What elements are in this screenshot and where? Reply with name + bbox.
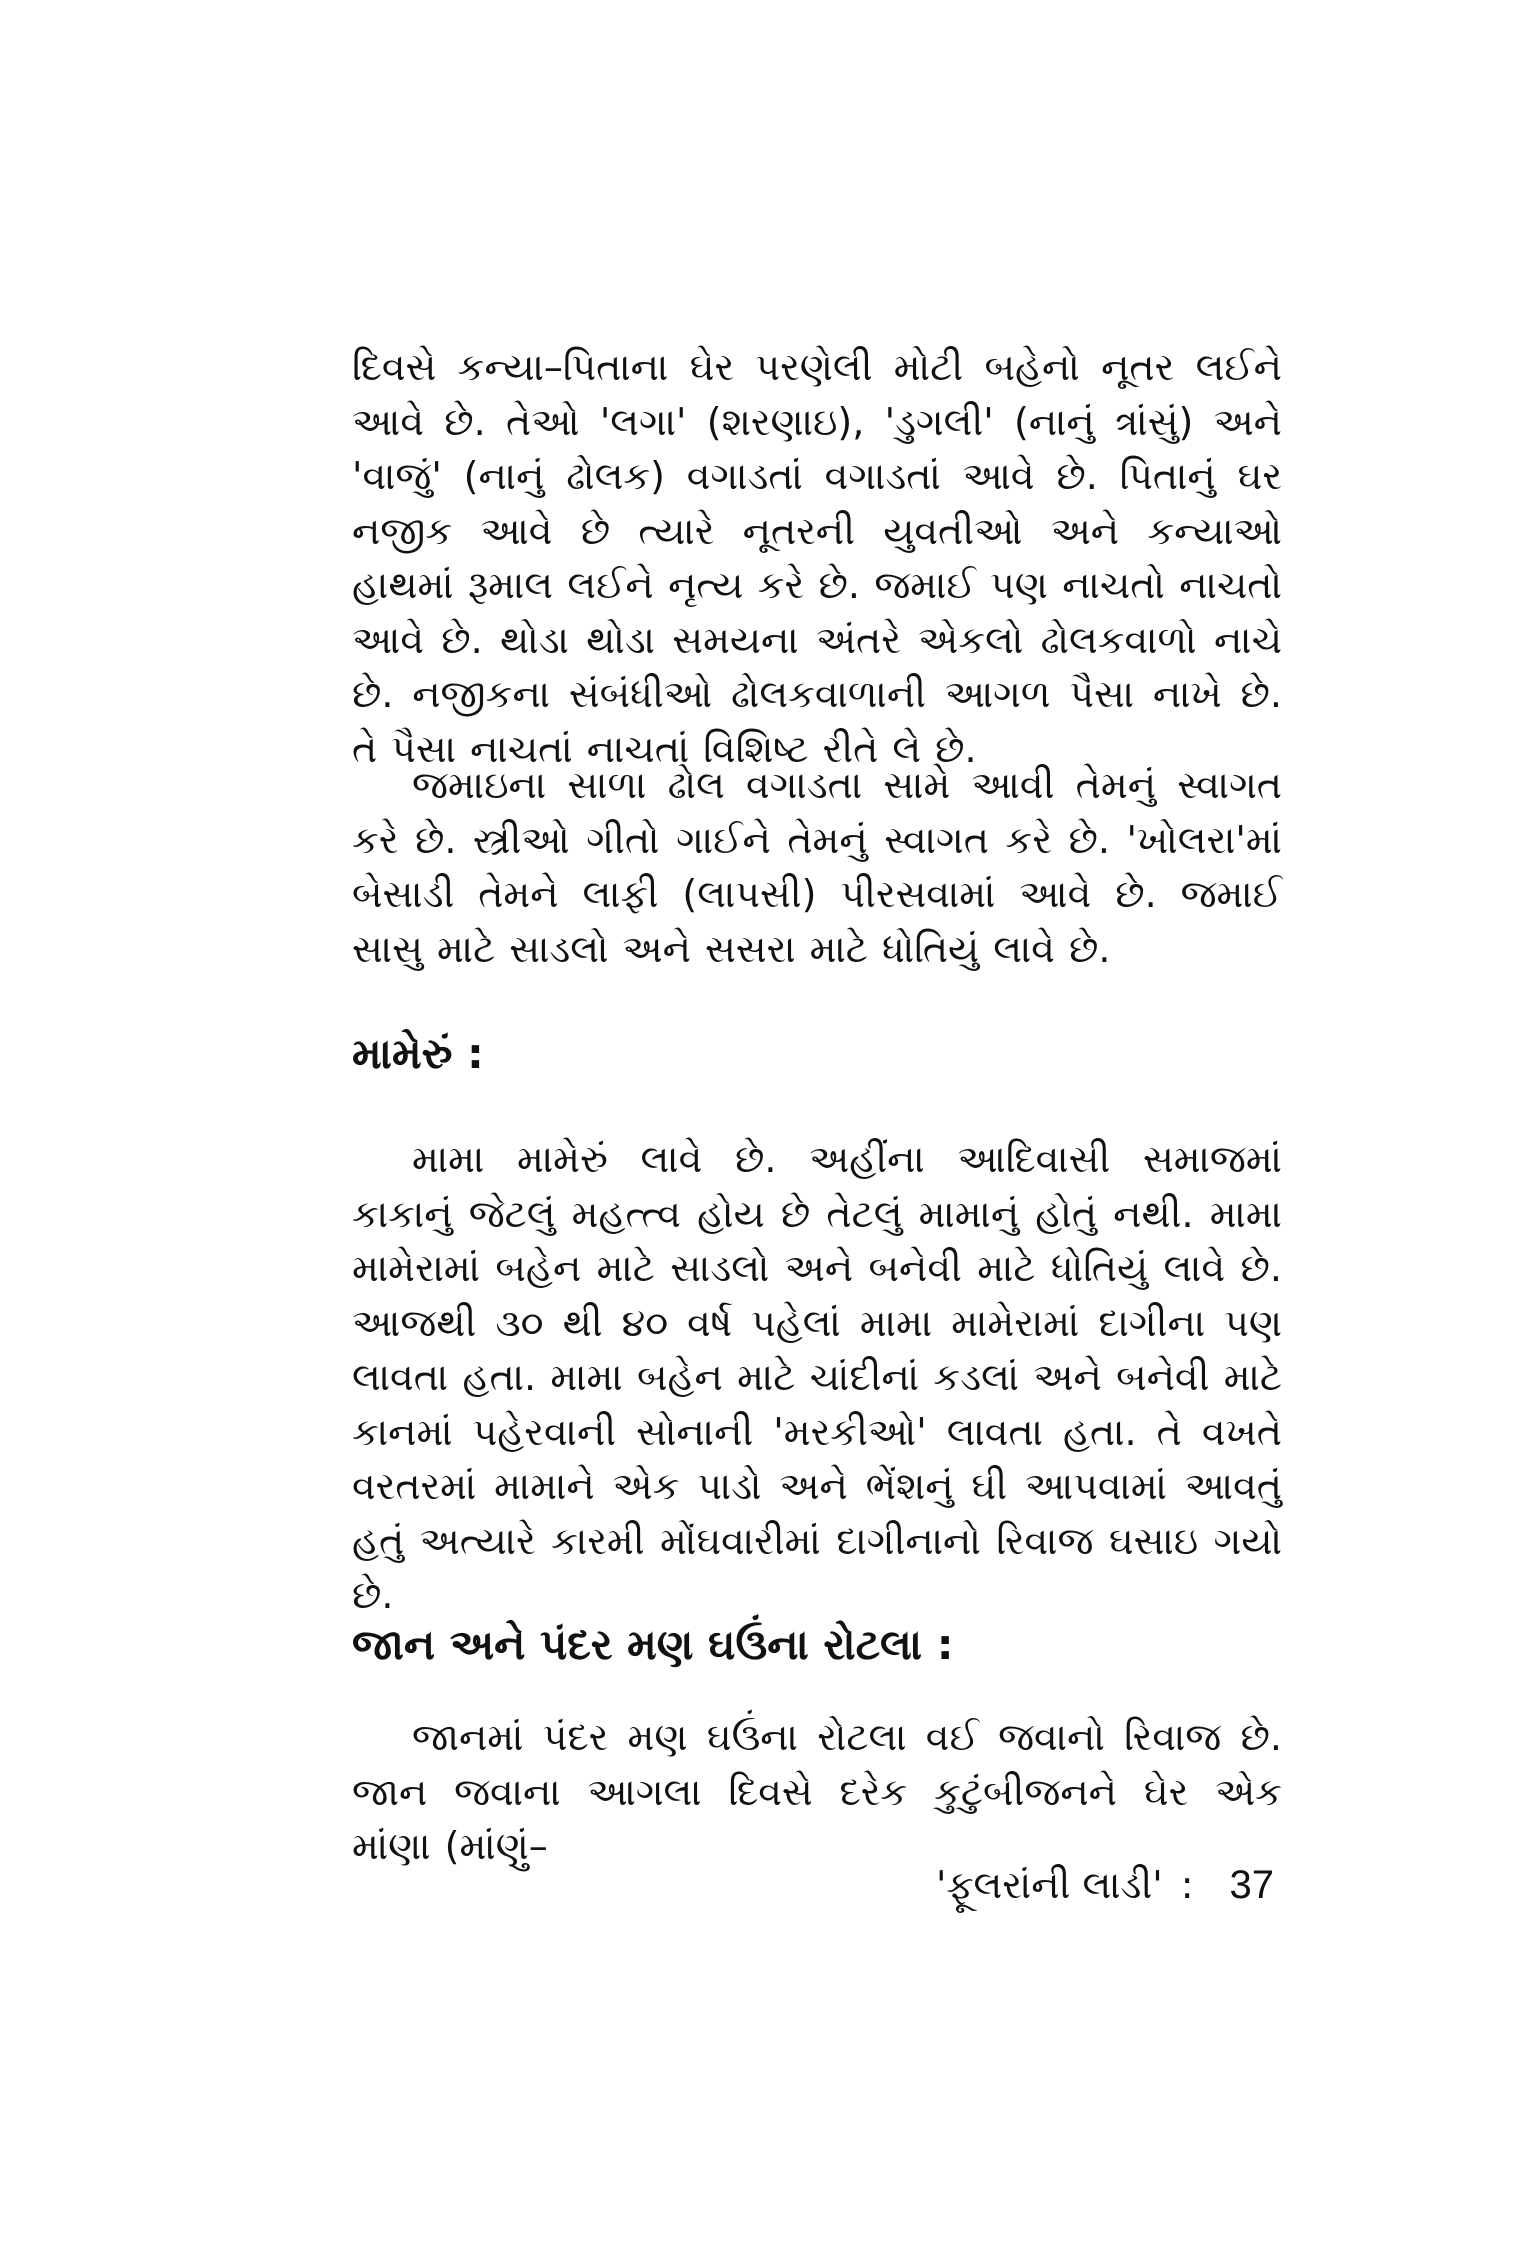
page-number: 37 <box>1229 1863 1274 1907</box>
footer-book-title: 'ફૂલરાંની લાડી' <box>935 1863 1163 1907</box>
paragraph-jamai-swagat: જમાઇના સાળા ઢોલ વગાડતા સામે આવી તેમનું સ્વાગત કરે છે. સ્ત્રીઓ ગીતો ગાઈને તેમનું સ્વાગત કરે છે. 'ખોલરા'માં બેસાડી તેમને લાફી (લાપસી) પીરસવામાં આવે છે. જમાઈ સાસુ માટે સાડલો અને સસરા માટે ધોતિયું લાવે છે. <box>352 763 1282 971</box>
heading-jaan-rotla: જાન અને પંદર મણ ઘઉંના રોટલા : <box>352 1620 954 1669</box>
heading-mameru: મામેરું : <box>352 1029 484 1078</box>
paragraph-jaan-rotla: જાનમાં પંદર મણ ઘઉંના રોટલા વઈ જવાનો રિવાજ છે. જાન જવાના આગલા દિવસે દરેક કુટુંબીજનને ઘેર એક માંણા (માંણું– <box>352 1715 1282 1868</box>
paragraph-kanya-pita-ghar: દિવસે કન્યા–પિતાના ઘેર પરણેલી મોટી બહેનો નૂતર લઈને આવે છે. તેઓ 'લગા' (શરણાઇ), 'ડુગલી' (નાનું ત્રાંસું) અને 'વાજું' (નાનું ઢોલક) વગાડતાં વગાડતાં આવે છે. પિતાનું ઘર નજીક આવે છે ત્યારે નૂતરની યુવતીઓ અને કન્યાઓ હાથમાં રૂમાલ લઈને નૃત્ય કરે છે. જમાઈ પણ નાચતો નાચતો આવે છે. થોડા થોડા સમયના અંતરે એકલો ઢોલકવાળો નાચે છે. નજીકના સંબંધીઓ ઢોલકવાળાની આગળ પૈસા નાખે છે. તે પૈસા નાચતાં નાચતાં વિશિષ્ટ રીતે લે છે. <box>352 345 1282 771</box>
paragraph-mameru: મામા મામેરું લાવે છે. અહીંના આદિવાસી સમાજમાં કાકાનું જેટલું મહત્ત્વ હોય છે તેટલું મામાનું હોતું નથી. મામા મામેરામાં બહેન માટે સાડલો અને બનેવી માટે ધોતિયું લાવે છે. આજથી ૩૦ થી ૪૦ વર્ષ પહેલાં મામા મામેરામાં દાગીના પણ લાવતા હતા. મામા બહેન માટે ચાંદીનાં કડલાં અને બનેવી માટે કાનમાં પહેરવાની સોનાની 'મરકીઓ' લાવતા હતા. તે વખતે વરતરમાં મામાને એક પાડો અને ભેંશનું ઘી આપવામાં આવતું હતું અત્યારે કારમી મોંઘવારીમાં દાગીનાનો રિવાજ ઘસાઇ ગયો છે. <box>352 1137 1282 1617</box>
page-footer <box>936 1858 1274 1912</box>
footer-separator: : <box>1180 1863 1194 1907</box>
